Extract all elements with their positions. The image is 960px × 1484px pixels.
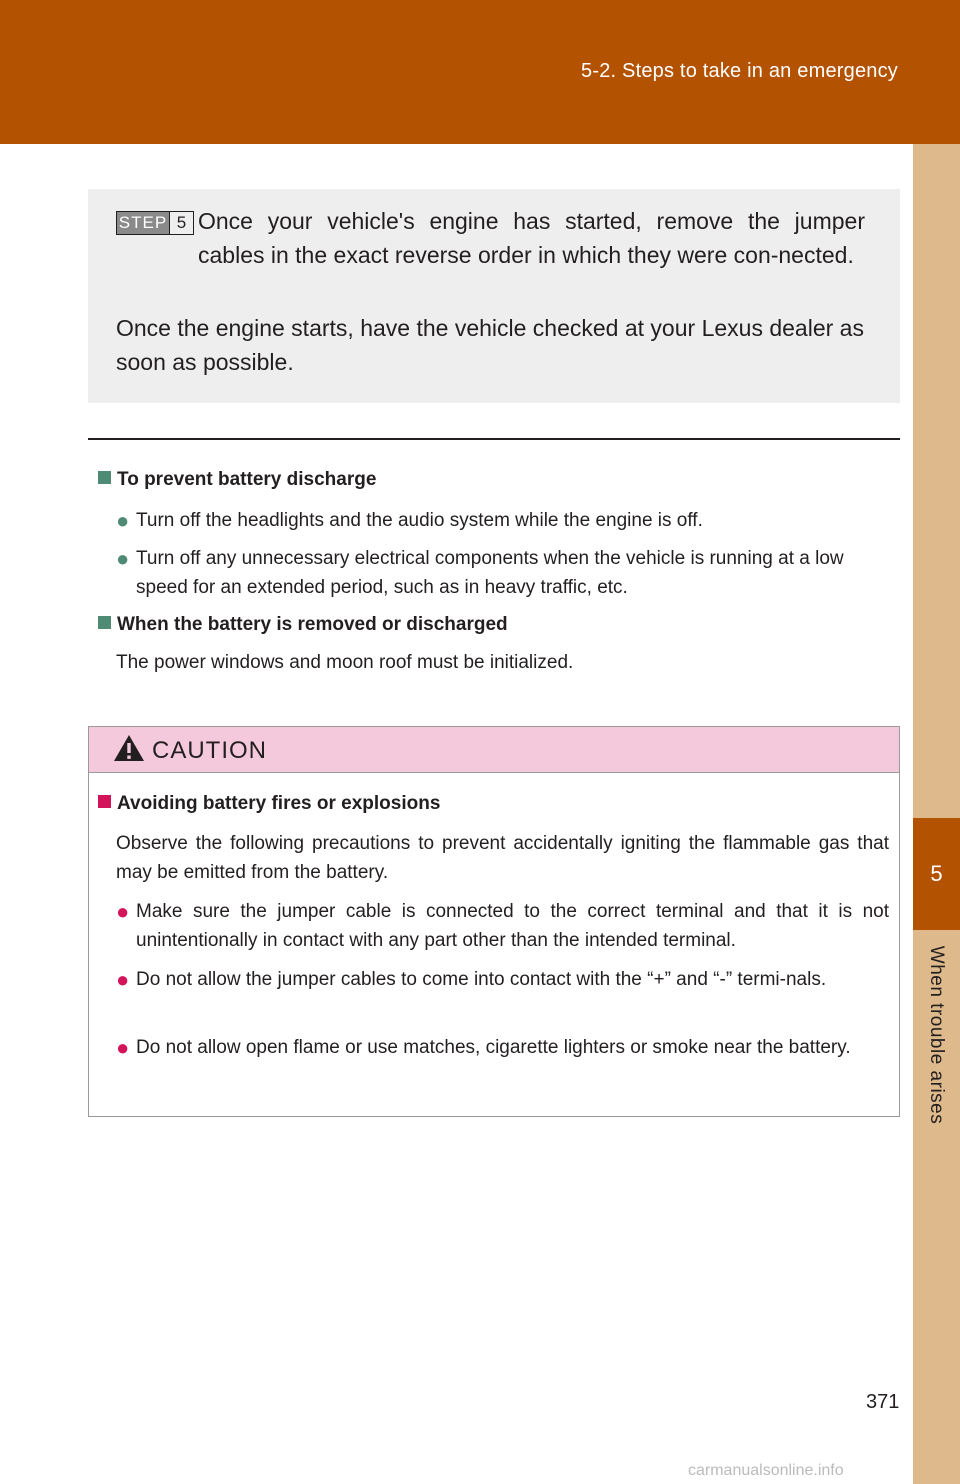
caution-item: [116, 897, 889, 955]
page-number: 371: [866, 1391, 900, 1413]
watermark: carmanualsonline.info: [688, 1462, 844, 1479]
caution-header: [89, 727, 899, 773]
caution-item-text: Do not allow open flame or use matches, cigarette lighters or smoke near the battery.: [136, 1037, 851, 1058]
chapter-number: 5: [913, 818, 960, 930]
section-divider: [88, 438, 900, 440]
caution-heading-text: Avoiding battery fires or explosions: [117, 793, 441, 814]
step-text: Once your vehicle's engine has started, remove the jumper cables in the exact reverse order in which they were con-nected.: [198, 208, 865, 268]
section-heading-text: When the battery is removed or discharged: [117, 614, 508, 635]
section-heading: [98, 469, 376, 491]
caution-heading: [98, 793, 440, 815]
page-header: [0, 0, 960, 144]
circle-bullet-icon: ●: [116, 967, 130, 992]
warning-icon: [113, 733, 145, 763]
circle-bullet-icon: ●: [116, 508, 130, 533]
chapter-label: When trouble arises: [926, 945, 947, 1125]
section-heading: [98, 614, 508, 636]
circle-bullet-icon: ●: [116, 546, 130, 571]
step-note: Once the engine starts, have the vehicle checked at your Lexus dealer as soon as possible.: [116, 315, 864, 375]
square-bullet-icon: [98, 795, 111, 808]
section-text: The power windows and moon roof must be initialized.: [116, 652, 574, 673]
circle-bullet-icon: ●: [116, 1035, 130, 1060]
step-badge-label: STEP: [118, 213, 168, 232]
list-item: [116, 506, 886, 535]
list-item: [116, 544, 886, 602]
square-bullet-icon: [98, 616, 111, 629]
step-badge-number: 5: [169, 212, 193, 234]
step-badge: [116, 211, 194, 235]
section-title: 5-2. Steps to take in an emergency: [581, 60, 898, 82]
caution-item: [116, 1033, 889, 1062]
section-heading-text: To prevent battery discharge: [117, 469, 377, 490]
list-item-text: Turn off the headlights and the audio system while the engine is off.: [136, 510, 703, 531]
list-item-text: Turn off any unnecessary electrical components when the vehicle is running at a low speed for an extended period, such as in heavy traffic, etc.: [136, 548, 844, 598]
caution-intro: Observe the following precautions to prevent accidentally igniting the flammable gas that may be emitted from the battery.: [116, 833, 889, 883]
caution-item: [116, 965, 889, 994]
square-bullet-icon: [98, 471, 111, 484]
caution-item-text: Do not allow the jumper cables to come into contact with the “+” and “-” termi-nals.: [136, 969, 827, 990]
chapter-side-tab: [913, 144, 960, 1484]
caution-title: CAUTION: [152, 737, 267, 764]
caution-item-text: Make sure the jumper cable is connected to the correct terminal and that it is not unintentionally in contact with any part other than the intended terminal.: [136, 901, 889, 951]
circle-bullet-icon: ●: [116, 899, 130, 924]
